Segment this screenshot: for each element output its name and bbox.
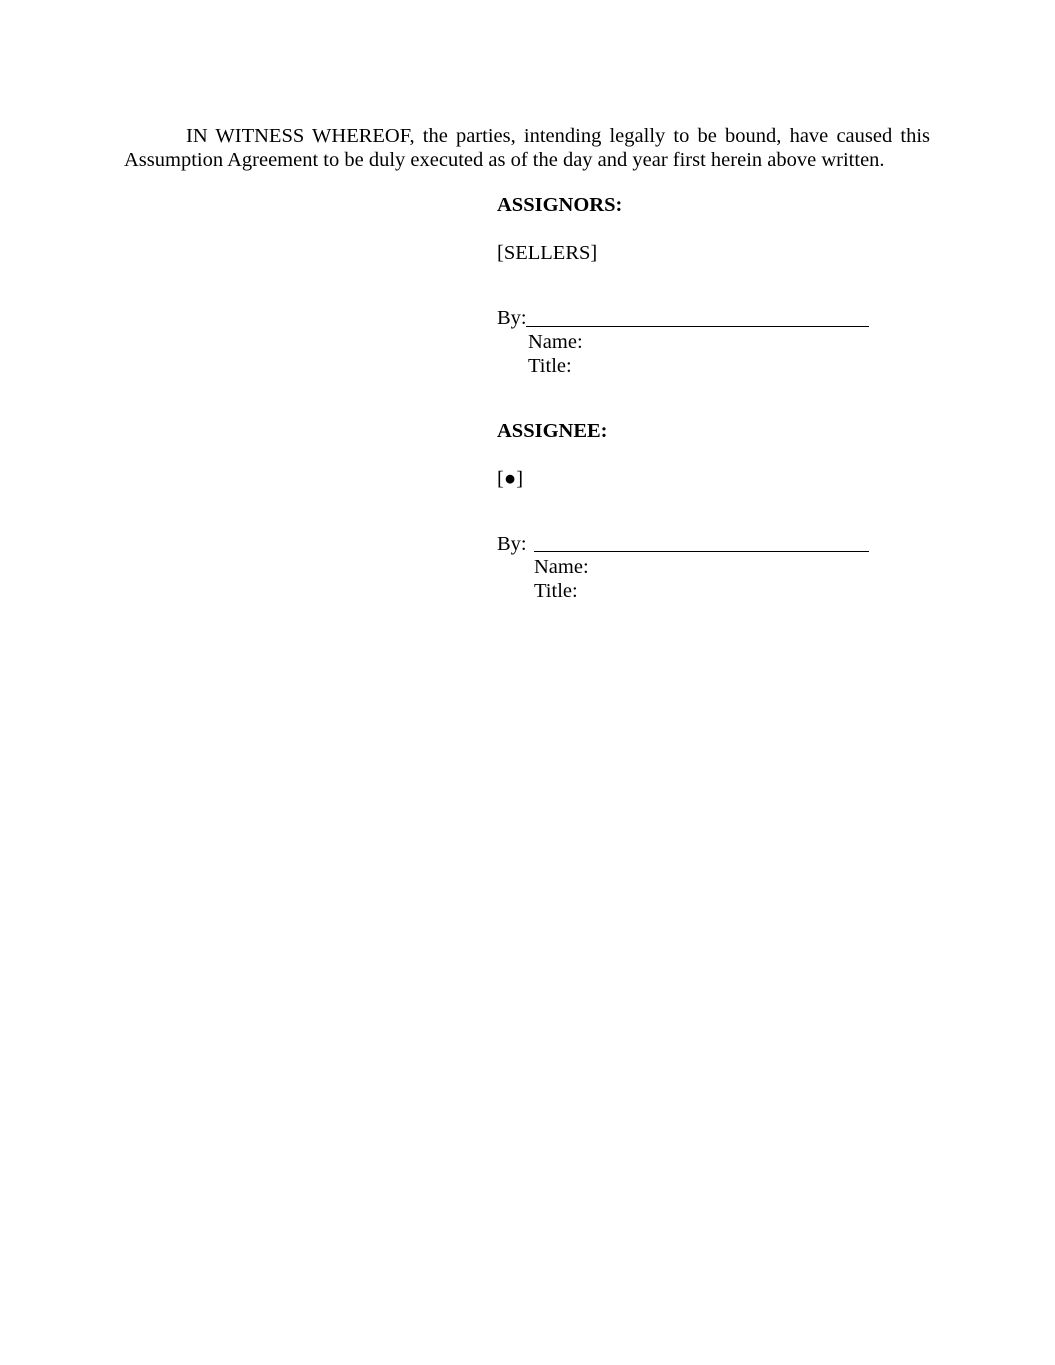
assignee-party: [●]: [497, 468, 524, 490]
assignee-by-label: By:: [497, 533, 527, 555]
assignors-title-label: Title:: [528, 355, 572, 377]
witness-paragraph: IN WITNESS WHEREOF, the parties, intending legally to be bound, have caused this Assumption Agreement to be duly executed as of the day and year first herein above written.: [124, 125, 930, 171]
assignee-title-label: Title:: [534, 580, 578, 602]
assignors-by-label: By:: [497, 307, 527, 329]
assignee-signature-line: [534, 551, 869, 552]
assignors-signature-line: [526, 326, 869, 327]
assignee-heading: ASSIGNEE:: [497, 420, 608, 442]
assignors-party: [SELLERS]: [497, 242, 598, 264]
assignors-heading: ASSIGNORS:: [497, 194, 623, 216]
assignors-name-label: Name:: [528, 331, 583, 353]
assignee-name-label: Name:: [534, 556, 589, 578]
